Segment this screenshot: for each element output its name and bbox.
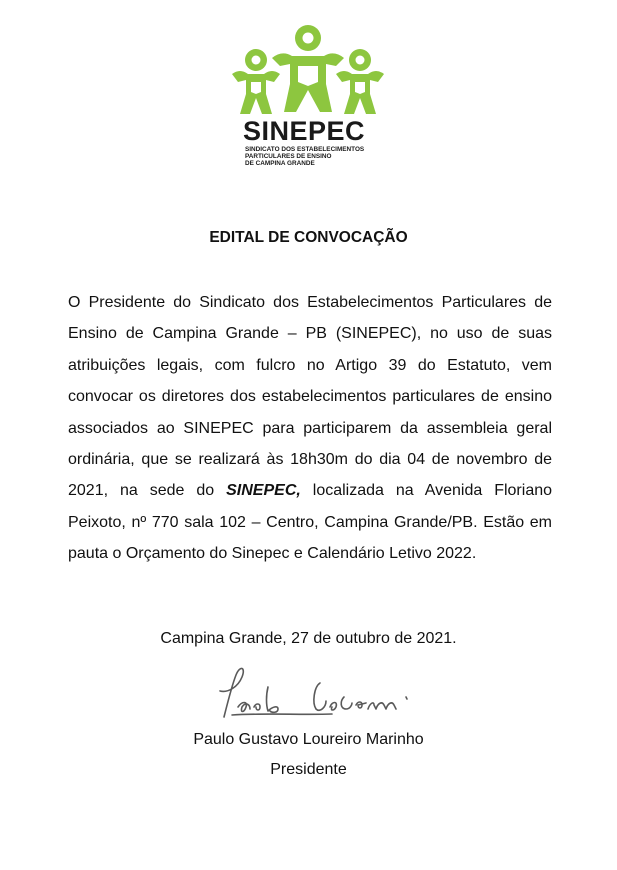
logo-name: SINEPEC [243, 116, 366, 146]
body-emphasis: SINEPEC, [226, 482, 301, 500]
logo-subtitle-line-2: PARTICULARES DE ENSINO [245, 153, 332, 160]
logo-subtitle-line-3: DE CAMPINA GRANDE [245, 160, 315, 167]
handwritten-signature [202, 657, 424, 723]
body-text-part-2: localizada na Avenida Floriano Peixoto, nº 770 sala 102 – Centro, Campina Grande/PB. Estão em pauta o Orçamento do Sinepec e Calendário Letivo 2022. [68, 482, 553, 563]
sinepec-logo [226, 22, 390, 172]
signer-role: Presidente [270, 761, 347, 778]
signer-name: Paulo Gustavo Loureiro Marinho [193, 731, 424, 748]
document-title: EDITAL DE CONVOCAÇÃO [209, 229, 408, 246]
children-figures-icon [226, 22, 390, 118]
body-paragraph [68, 287, 552, 570]
body-text-part-1: O Presidente do Sindicato dos Estabelecimentos Particulares de Ensino de Campina Grande – PB (SINEPEC), no uso de suas atribuições legais, com fulcro no Artigo 39 do Estatuto, vem convocar os diretores dos estabelecimentos particulares de ensino associados ao SINEPEC para participarem da assembleia geral ordinária, que se realizará às 18h30m do dia 04 de novembro de 2021, na sede do [68, 294, 552, 500]
logo-subtitle-line-1: SINDICATO DOS ESTABELECIMENTOS [245, 146, 365, 153]
date-line: Campina Grande, 27 de outubro de 2021. [160, 630, 457, 647]
